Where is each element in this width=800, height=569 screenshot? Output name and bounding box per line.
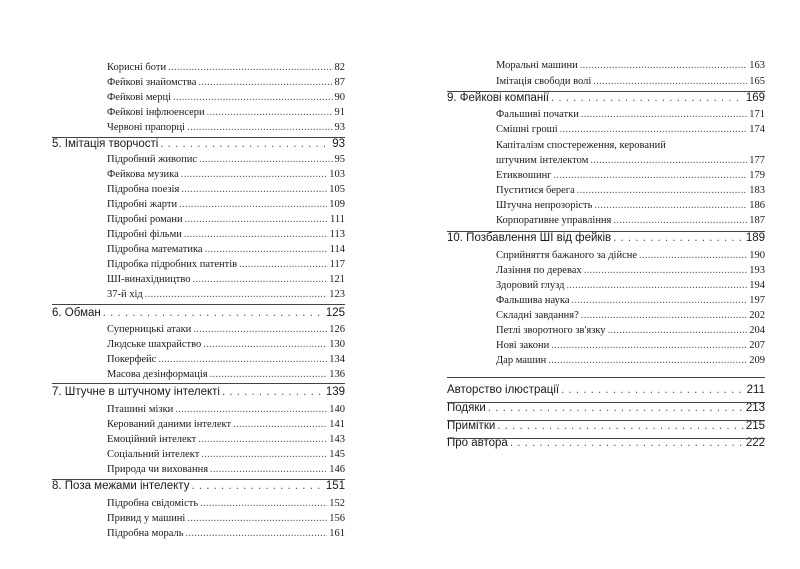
toc-dot-leader (160, 139, 330, 151)
toc-page-number: 143 (329, 434, 345, 445)
toc-chapter-entry (447, 385, 765, 397)
toc-chapter-entry (52, 308, 345, 320)
toc-section-entry (496, 156, 765, 167)
toc-dot-leader (193, 275, 328, 286)
toc-entry-title: Фейкова музика (107, 169, 179, 180)
toc-dot-leader (590, 156, 747, 167)
toc-page-number: 189 (745, 232, 765, 244)
toc-section-entry (107, 465, 345, 476)
toc-section-entry (496, 356, 765, 367)
toc-entry-title: Нові закони (496, 340, 550, 351)
section-divider (447, 231, 765, 232)
toc-page-number: 186 (749, 200, 765, 211)
toc-entry-title: Корисні боти (107, 62, 167, 73)
toc-section-entry (496, 311, 765, 322)
toc-dot-leader (551, 93, 744, 105)
toc-section-entry (496, 296, 765, 307)
toc-dot-leader (103, 308, 324, 320)
toc-section-entry (107, 260, 345, 271)
toc-dot-leader (488, 403, 744, 415)
toc-entry-title: Емоційний інтелект (107, 434, 197, 445)
toc-dot-leader (580, 61, 748, 72)
toc-section-entry (107, 450, 345, 461)
toc-section-entry (107, 123, 345, 134)
section-divider (447, 420, 765, 421)
toc-section-entry (107, 529, 345, 540)
toc-entry-title: Складні завдання? (496, 310, 579, 321)
toc-entry-title: 9. Фейкові компанії (447, 92, 549, 104)
toc-page-number: 163 (749, 60, 765, 71)
toc-section-entry (496, 216, 765, 227)
toc-entry-title: Підробні романи (107, 214, 183, 225)
toc-page-number: 126 (329, 324, 345, 335)
toc-section-entry (107, 290, 345, 301)
toc-entry-title: Сприйняття бажаного за дійсне (496, 250, 638, 261)
toc-dot-leader (199, 155, 332, 166)
toc-dot-leader (561, 385, 745, 397)
section-divider (52, 137, 345, 138)
toc-page-number: 146 (329, 464, 345, 475)
toc-dot-leader (193, 325, 327, 336)
toc-page-number: 187 (749, 215, 765, 226)
toc-page-number: 215 (745, 420, 765, 432)
toc-page-number: 93 (334, 122, 345, 133)
toc-page-number: 140 (329, 404, 345, 415)
toc-section-entry (496, 77, 765, 88)
toc-section-entry (496, 125, 765, 136)
toc-dot-leader (158, 355, 327, 366)
toc-section-entry (496, 61, 765, 72)
toc-entry-title: Природа чи виховання (107, 464, 209, 475)
toc-entry-title: Фальшива наука (496, 295, 570, 306)
toc-section-entry (107, 78, 345, 89)
toc-entry-title: Пташині мізки (107, 404, 174, 415)
toc-entry-title: Корпоративне управління (496, 215, 612, 226)
toc-dot-leader (551, 341, 747, 352)
toc-page-number: 130 (329, 339, 345, 350)
toc-page-number: 139 (325, 386, 345, 398)
toc-entry-title: Фальшиві початки (496, 109, 579, 120)
toc-section-entry (107, 325, 345, 336)
toc-entry-title: Дар машин (496, 355, 547, 366)
section-divider (52, 479, 345, 480)
toc-entry-title: Імітація свободи волі (496, 76, 592, 87)
toc-entry-title: Підробна мораль (107, 528, 184, 539)
toc-chapter-entry (52, 481, 345, 493)
toc-page-number: 183 (749, 185, 765, 196)
toc-page-number: 209 (749, 355, 765, 366)
toc-page-number: 174 (749, 124, 765, 135)
toc-dot-leader (198, 78, 332, 89)
toc-dot-leader (210, 370, 328, 381)
toc-section-entry (496, 110, 765, 121)
section-divider (447, 438, 765, 439)
toc-dot-leader (594, 201, 747, 212)
toc-dot-leader (201, 450, 327, 461)
toc-section-entry (107, 435, 345, 446)
toc-page-number: 152 (329, 498, 345, 509)
toc-entry-title: 5. Імітація творчості (52, 138, 159, 150)
toc-page-number: 123 (329, 289, 345, 300)
toc-section-entry (107, 215, 345, 226)
toc-dot-leader (191, 481, 323, 493)
section-divider (52, 304, 345, 305)
toc-entry-title: 7. Штучне в штучному інтелекті (52, 386, 220, 398)
toc-section-entry (496, 266, 765, 277)
toc-page-number: 213 (745, 402, 765, 414)
toc-section-entry (496, 326, 765, 337)
toc-page-number: 87 (334, 77, 345, 88)
section-divider (447, 91, 765, 92)
toc-entry-title: 37-й хід (107, 289, 143, 300)
toc-page-number: 204 (749, 325, 765, 336)
toc-dot-leader (200, 499, 327, 510)
toc-section-entry (496, 171, 765, 182)
toc-dot-leader (233, 420, 327, 431)
section-divider (52, 383, 345, 384)
toc-section-entry (107, 155, 345, 166)
toc-entry-title: Підробні фільми (107, 229, 182, 240)
toc-entry-title: Червоні прапорці (107, 122, 186, 133)
toc-section-entry (107, 63, 345, 74)
toc-section-entry (496, 341, 765, 352)
toc-dot-leader (207, 108, 333, 119)
toc-page-number: 111 (330, 214, 345, 225)
toc-dot-leader (639, 251, 747, 262)
toc-section-entry (107, 93, 345, 104)
toc-entry-title: Пуститися берега (496, 185, 575, 196)
toc-entry-title: Етиквошинг (496, 170, 552, 181)
toc-dot-leader (175, 405, 327, 416)
toc-entry-title: Авторство ілюстрації (447, 384, 560, 396)
toc-dot-leader (198, 435, 327, 446)
toc-section-entry (107, 245, 345, 256)
toc-entry-title: Керований даними інтелект (107, 419, 232, 430)
toc-dot-leader (173, 93, 333, 104)
toc-page-number: 114 (329, 244, 345, 255)
toc-section-entry (496, 186, 765, 197)
toc-section-entry (107, 200, 345, 211)
toc-page-number: 121 (329, 274, 345, 285)
toc-chapter-entry (52, 139, 345, 151)
toc-page-number: 165 (749, 76, 765, 87)
toc-entry-title: Примітки (447, 420, 496, 432)
toc-page-number: 151 (325, 480, 345, 492)
toc-section-entry (107, 230, 345, 241)
toc-entry-title: Фейкові інфлюенсери (107, 107, 205, 118)
toc-dot-leader (203, 340, 327, 351)
toc-entry-title: Привид у машині (107, 513, 186, 524)
right-page (400, 0, 800, 569)
toc-section-entry (107, 275, 345, 286)
toc-dot-leader (613, 233, 744, 245)
toc-page-number: 134 (329, 354, 345, 365)
toc-section-entry (107, 370, 345, 381)
toc-page-number: 193 (749, 265, 765, 276)
toc-page-number: 90 (334, 92, 345, 103)
toc-page-number: 156 (329, 513, 345, 524)
toc-dot-leader (187, 514, 327, 525)
toc-dot-leader (554, 171, 748, 182)
toc-dot-leader (187, 123, 332, 134)
toc-dot-leader (572, 296, 748, 307)
toc-dot-leader (560, 125, 748, 136)
section-divider (447, 402, 765, 403)
toc-page-number: 171 (749, 109, 765, 120)
toc-entry-title: Підробка підробних патентів (107, 259, 238, 270)
toc-section-entry (496, 281, 765, 292)
toc-dot-leader (608, 326, 748, 337)
toc-dot-leader (210, 465, 327, 476)
toc-dot-leader (593, 77, 747, 88)
toc-section-entry (107, 170, 345, 181)
toc-page-number: 113 (329, 229, 345, 240)
toc-entry-title: Капіталізм спостереження, керований (496, 140, 666, 151)
toc-entry-title: Людське шахрайство (107, 339, 202, 350)
toc-page-number: 194 (749, 280, 765, 291)
toc-page-number: 197 (749, 295, 765, 306)
toc-section-entry (107, 514, 345, 525)
toc-dot-leader (222, 387, 324, 399)
toc-page-number: 103 (329, 169, 345, 180)
toc-section-entry (107, 420, 345, 431)
toc-entry-title: Подяки (447, 402, 486, 414)
toc-page-number: 161 (329, 528, 345, 539)
toc-dot-leader (179, 200, 327, 211)
toc-page-number: 117 (329, 259, 345, 270)
toc-page-number: 179 (749, 170, 765, 181)
toc-page-number: 82 (334, 62, 345, 73)
toc-entry-title: 6. Обман (52, 307, 101, 319)
toc-entry-title: Фейкові мерці (107, 92, 171, 103)
toc-page-number: 93 (332, 138, 345, 150)
toc-page-number: 202 (749, 310, 765, 321)
toc-entry-title: 10. Позбавлення ШІ від фейків (447, 232, 612, 244)
toc-page-number: 105 (329, 184, 345, 195)
toc-entry-title: Покерфейс (107, 354, 157, 365)
toc-page-number: 222 (745, 437, 765, 449)
toc-entry-title: Підробна свідомість (107, 498, 199, 509)
toc-entry-title: Підробна математика (107, 244, 203, 255)
toc-section-entry (107, 185, 345, 196)
toc-dot-leader (548, 356, 747, 367)
toc-page-number: 125 (325, 307, 345, 319)
toc-entry-title: штучним інтелектом (496, 155, 589, 166)
toc-chapter-entry (52, 387, 345, 399)
toc-page-number: 95 (334, 154, 345, 165)
toc-page-number: 211 (746, 384, 765, 396)
toc-dot-leader (239, 260, 328, 271)
toc-entry-title: Соціальний інтелект (107, 449, 200, 460)
table-of-contents-right (400, 0, 800, 569)
toc-dot-leader (581, 110, 747, 121)
section-divider (447, 377, 765, 378)
toc-dot-leader (613, 216, 747, 227)
toc-dot-leader (184, 230, 328, 241)
toc-dot-leader (168, 63, 332, 74)
toc-section-entry (496, 141, 765, 152)
toc-chapter-entry (447, 438, 765, 450)
toc-dot-leader (584, 266, 748, 277)
toc-entry-title: Петлі зворотного зв'язку (496, 325, 606, 336)
toc-entry-title: Штучна непрозорість (496, 200, 593, 211)
toc-entry-title: Фейкові знайомства (107, 77, 197, 88)
toc-dot-leader (566, 281, 747, 292)
toc-section-entry (107, 340, 345, 351)
toc-page-number: 145 (329, 449, 345, 460)
toc-page-number: 190 (749, 250, 765, 261)
toc-entry-title: Здоровий глузд (496, 280, 565, 291)
toc-section-entry (107, 405, 345, 416)
toc-chapter-entry (447, 421, 765, 433)
toc-page-number: 109 (329, 199, 345, 210)
toc-dot-leader (581, 311, 748, 322)
toc-dot-leader (510, 438, 744, 450)
toc-section-entry (107, 499, 345, 510)
toc-entry-title: Масова дезінформація (107, 369, 208, 380)
toc-dot-leader (186, 529, 328, 540)
toc-entry-title: Підробні жарти (107, 199, 178, 210)
toc-dot-leader (181, 170, 327, 181)
toc-chapter-entry (447, 233, 765, 245)
toc-dot-leader (185, 215, 328, 226)
toc-entry-title: Підробна поезія (107, 184, 180, 195)
toc-entry-title: ШІ-винахідництво (107, 274, 191, 285)
toc-dot-leader (181, 185, 327, 196)
toc-section-entry (107, 355, 345, 366)
toc-dot-leader (205, 245, 328, 256)
toc-dot-leader (497, 421, 744, 433)
toc-chapter-entry (447, 93, 765, 105)
toc-entry-title: Суперницькі атаки (107, 324, 192, 335)
toc-dot-leader (145, 290, 327, 301)
toc-page-number: 141 (329, 419, 345, 430)
toc-dot-leader (577, 186, 747, 197)
toc-entry-title: Про автора (447, 437, 508, 449)
toc-entry-title: Моральні машини (496, 60, 578, 71)
toc-entry-title: Лазіння по деревах (496, 265, 582, 276)
toc-chapter-entry (447, 403, 765, 415)
toc-page-number: 207 (749, 340, 765, 351)
toc-entry-title: Підробний живопис (107, 154, 198, 165)
toc-page-number: 177 (749, 155, 765, 166)
toc-section-entry (496, 201, 765, 212)
toc-page-number: 169 (745, 92, 765, 104)
toc-section-entry (107, 108, 345, 119)
toc-entry-title: 8. Поза межами інтелекту (52, 480, 190, 492)
toc-page-number: 136 (329, 369, 345, 380)
toc-entry-title: Смішні гроші (496, 124, 558, 135)
toc-section-entry (496, 251, 765, 262)
toc-page-number: 91 (334, 107, 345, 118)
